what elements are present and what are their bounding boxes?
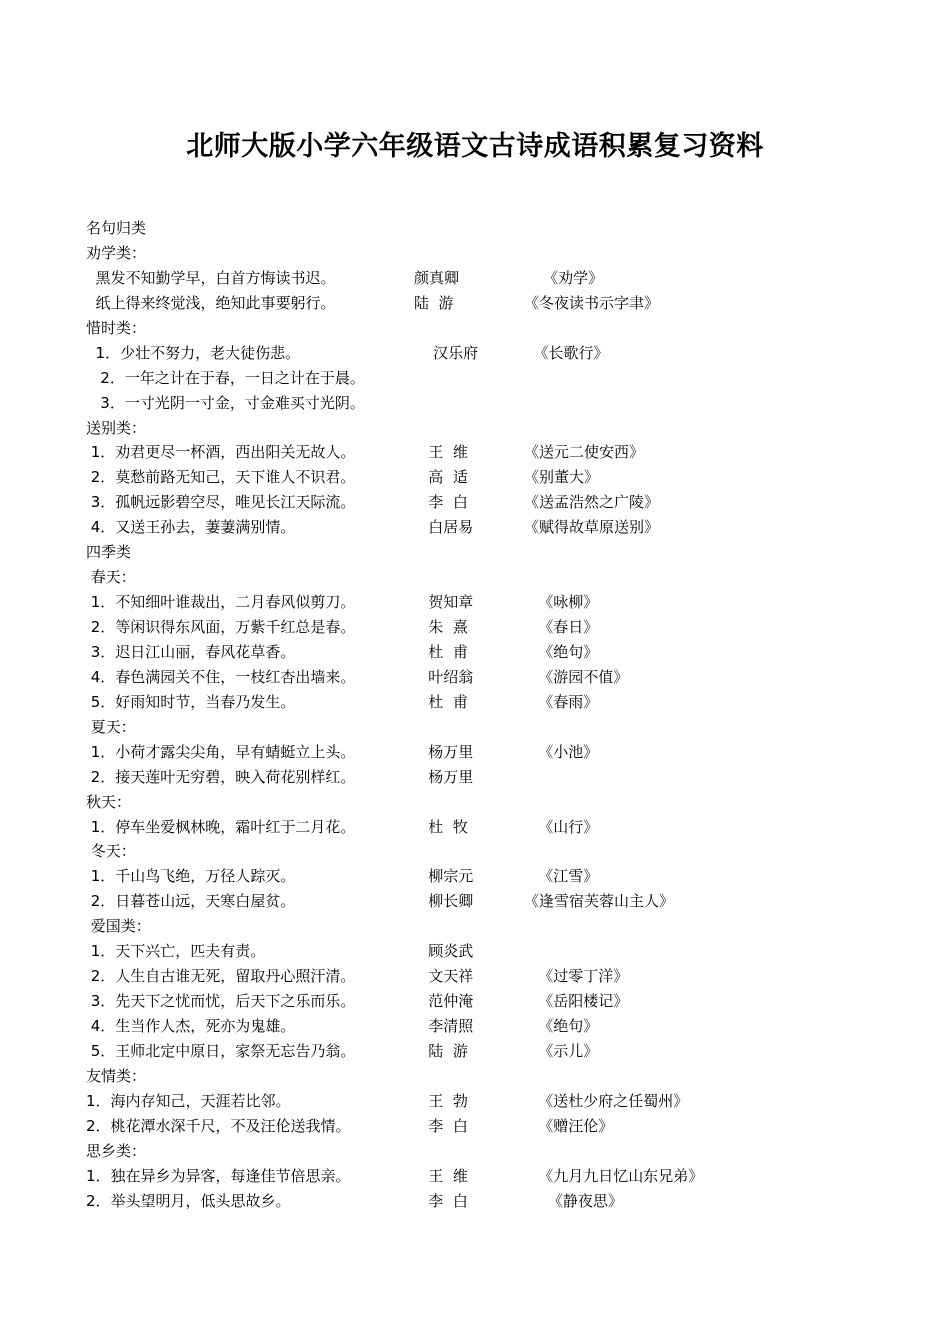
line-source: 《静夜思》 — [524, 1191, 623, 1210]
text-line — [86, 316, 906, 341]
line-source: 《绝句》 — [524, 1017, 599, 1035]
line-source: 《游园不值》 — [524, 667, 629, 686]
line-text: 1．独在异乡为异客，每逢佳节倍思亲。 — [86, 1166, 351, 1185]
line-text: 惜时类： — [86, 318, 147, 337]
line-text: 思乡类： — [86, 1141, 147, 1160]
text-line — [86, 815, 906, 840]
line-source: 《示儿》 — [524, 1041, 599, 1060]
line-text: 3．先天下之忧而忧，后天下之乐而乐。 — [86, 992, 356, 1011]
line-text: 4．春色满园关不住，一枝红杏出墙来。 — [86, 667, 356, 686]
line-source: 《赠汪伦》 — [524, 1116, 614, 1135]
text-line — [86, 790, 906, 815]
line-text: 3．一寸光阴一寸金，寸金难买寸光阴。 — [86, 393, 365, 412]
line-source: 《劝学》 — [524, 268, 604, 287]
line-author: 王 维 — [414, 1166, 468, 1185]
line-text: 秋天： — [86, 792, 132, 811]
text-line — [86, 416, 906, 441]
text-line — [86, 1014, 906, 1039]
line-author: 陆 游 — [414, 293, 454, 312]
line-author: 杜 甫 — [414, 642, 468, 661]
line-author: 李清照 — [414, 1017, 474, 1035]
line-source: 《绝句》 — [524, 642, 599, 661]
text-line — [86, 914, 906, 939]
line-source: 《赋得故草原送别》 — [524, 518, 660, 537]
line-source: 《春雨》 — [524, 692, 599, 711]
text-line — [86, 690, 906, 715]
text-line — [86, 515, 906, 540]
line-source: 《冬夜读书示字聿》 — [524, 293, 660, 312]
text-line — [86, 640, 906, 665]
line-text: 2．接天莲叶无穷碧，映入荷花别样红。 — [86, 767, 356, 786]
line-text: 1．停车坐爱枫林晚，霜叶红于二月花。 — [86, 817, 356, 836]
text-line — [86, 291, 906, 316]
text-line — [86, 615, 906, 640]
line-text: 友情类： — [86, 1066, 147, 1085]
text-line — [86, 989, 906, 1014]
text-line — [86, 366, 906, 391]
line-text: 1．小荷才露尖尖角，早有蜻蜓立上头。 — [86, 742, 356, 761]
line-source: 《江雪》 — [524, 867, 599, 886]
text-line — [86, 465, 906, 490]
line-text: 2．等闲识得东风面，万紫千红总是春。 — [86, 618, 356, 636]
line-author: 顾炎武 — [414, 942, 474, 961]
line-source: 《送孟浩然之广陵》 — [524, 493, 660, 512]
line-source: 《咏柳》 — [524, 593, 599, 612]
line-text: 2．人生自古谁无死，留取丹心照汗清。 — [86, 967, 356, 986]
text-line — [86, 1139, 906, 1164]
text-line — [86, 1114, 906, 1139]
text-line — [86, 1089, 906, 1114]
text-line — [86, 266, 906, 291]
line-source: 《长歌行》 — [524, 343, 609, 362]
line-text: 3．迟日江山丽，春风花草香。 — [86, 642, 296, 661]
line-source: 《小池》 — [524, 742, 599, 761]
line-text: 4．又送王孙去，萋萋满别情。 — [86, 518, 296, 537]
text-line — [86, 839, 906, 864]
line-text: 送别类： — [86, 418, 147, 437]
line-text: 4．生当作人杰，死亦为鬼雄。 — [86, 1017, 296, 1035]
text-line — [86, 740, 906, 765]
text-line — [86, 590, 906, 615]
line-author: 杨万里 — [414, 767, 474, 786]
document-body — [86, 216, 906, 1214]
line-text: 爱国类： — [86, 917, 151, 936]
line-text: 四季类 — [86, 543, 132, 562]
line-text: 冬天： — [86, 842, 136, 861]
line-source: 《山行》 — [524, 817, 599, 836]
line-author: 李 白 — [414, 1191, 468, 1210]
line-text: 1．劝君更尽一杯酒，西出阳关无故人。 — [86, 443, 356, 462]
line-text: 2．桃花潭水深千尺，不及汪伦送我情。 — [86, 1116, 351, 1135]
line-text: 3．孤帆远影碧空尽，唯见长江天际流。 — [86, 493, 356, 512]
line-text: 1．不知细叶谁裁出，二月春风似剪刀。 — [86, 593, 356, 612]
line-author: 柳宗元 — [414, 867, 474, 886]
line-author: 杜 牧 — [414, 817, 468, 836]
text-line — [86, 1189, 906, 1214]
text-line — [86, 216, 906, 241]
text-line — [86, 765, 906, 790]
line-text: 1．少壮不努力，老大徒伤悲。 — [86, 343, 301, 362]
text-line — [86, 864, 906, 889]
line-author: 陆 游 — [414, 1041, 468, 1060]
line-author: 朱 熹 — [414, 618, 468, 636]
text-line — [86, 665, 906, 690]
line-text: 2．举头望明月，低头思故乡。 — [86, 1191, 291, 1210]
line-source: 《岳阳楼记》 — [524, 992, 629, 1011]
line-author: 李 白 — [414, 493, 468, 512]
line-text: 劝学类： — [86, 243, 147, 262]
text-line — [86, 341, 906, 366]
text-line — [86, 241, 906, 266]
line-text: 纸上得来终觉浅，绝知此事要躬行。 — [86, 293, 336, 312]
page-title: 北师大版小学六年级语文古诗成语积累复习资料 — [186, 131, 764, 162]
line-text: 春天： — [86, 568, 136, 587]
line-author: 李 白 — [414, 1116, 468, 1135]
line-author: 杨万里 — [414, 742, 474, 761]
line-text: 5．好雨知时节，当春乃发生。 — [86, 692, 296, 711]
text-line — [86, 889, 906, 914]
text-line — [86, 1164, 906, 1189]
line-author: 贺知章 — [414, 593, 474, 612]
line-source: 《别董大》 — [524, 468, 600, 487]
line-author: 王 维 — [414, 443, 468, 462]
line-text: 2．一年之计在于春，一日之计在于晨。 — [86, 368, 365, 387]
line-source: 《送元二使安西》 — [524, 443, 645, 462]
line-author: 杜 甫 — [414, 692, 468, 711]
line-author: 柳长卿 — [414, 892, 474, 911]
text-line — [86, 964, 906, 989]
line-text: 1．千山鸟飞绝，万径人踪灭。 — [86, 867, 296, 886]
line-text: 名句归类 — [86, 219, 147, 237]
line-text: 黑发不知勤学早，白首方悔读书迟。 — [86, 268, 336, 287]
line-text: 夏天： — [86, 717, 136, 736]
line-source: 《逢雪宿芙蓉山主人》 — [524, 892, 675, 911]
text-line — [86, 1039, 906, 1064]
line-author: 白居易 — [414, 518, 474, 537]
text-line — [86, 939, 906, 964]
text-line — [86, 540, 906, 565]
line-source: 《送杜少府之任蜀州》 — [524, 1091, 689, 1110]
line-author: 高 适 — [414, 468, 468, 487]
line-author: 汉乐府 — [414, 343, 479, 362]
line-author: 叶绍翁 — [414, 667, 474, 686]
line-source: 《九月九日忆山东兄弟》 — [524, 1166, 704, 1185]
line-author: 范仲淹 — [414, 992, 474, 1011]
line-text: 2．日暮苍山远，天寒白屋贫。 — [86, 892, 296, 911]
line-source: 《春日》 — [524, 618, 599, 636]
line-text: 1．海内存知己，天涯若比邻。 — [86, 1091, 291, 1110]
line-text: 5．王师北定中原日，家祭无忘告乃翁。 — [86, 1041, 356, 1060]
line-source: 《过零丁洋》 — [524, 967, 629, 986]
line-text: 2．莫愁前路无知己，天下谁人不识君。 — [86, 468, 356, 487]
line-text: 1．天下兴亡，匹夫有责。 — [86, 942, 266, 961]
line-author: 王 勃 — [414, 1091, 468, 1110]
line-author: 颜真卿 — [414, 268, 460, 287]
text-line — [86, 391, 906, 416]
line-author: 文天祥 — [414, 967, 474, 986]
text-line — [86, 490, 906, 515]
text-line — [86, 1064, 906, 1089]
text-line — [86, 565, 906, 590]
text-line — [86, 715, 906, 740]
text-line — [86, 440, 906, 465]
